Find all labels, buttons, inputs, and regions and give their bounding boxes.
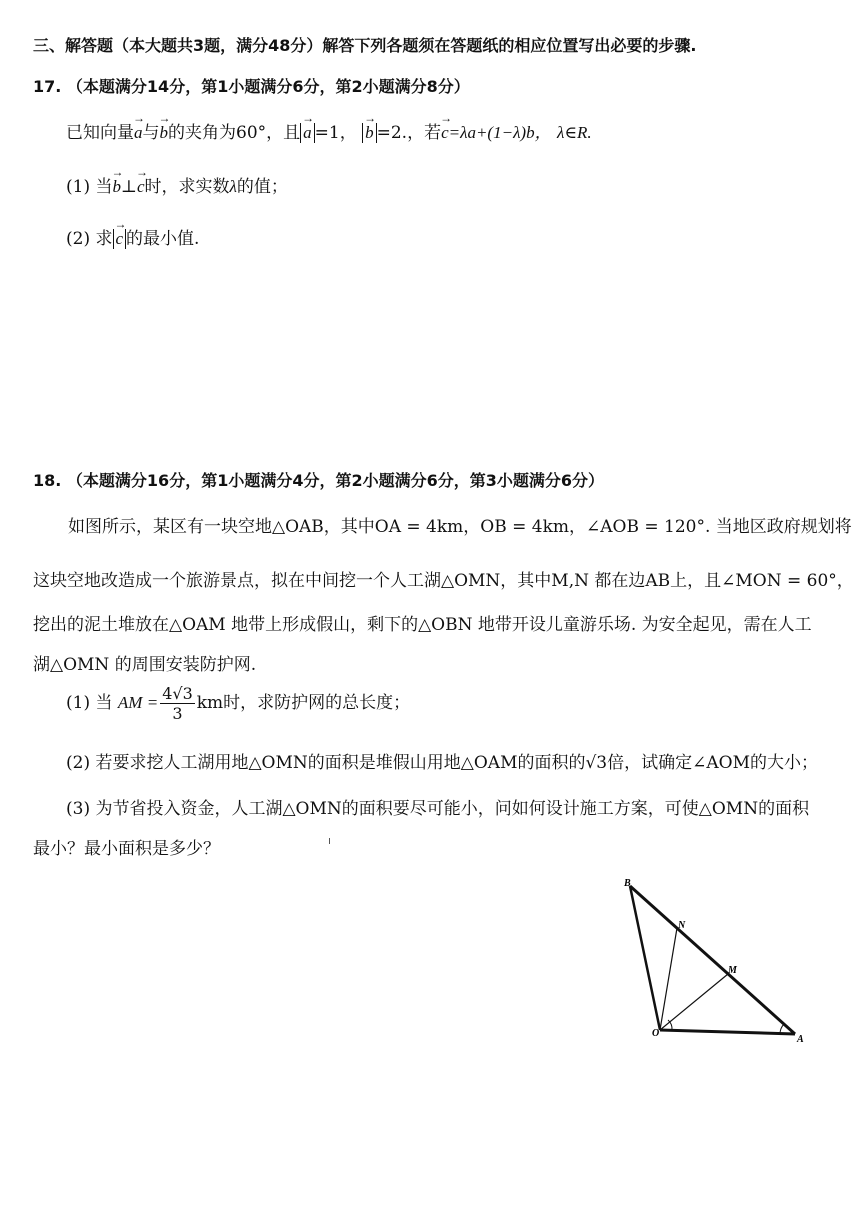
q18-number: 18. [33, 471, 62, 490]
q18-heading [33, 468, 604, 491]
q17-part1-text-3: 的值； [236, 177, 288, 197]
q18-part3-line-1: (3) 为节省投入资金，人工湖△OMN的面积要尽可能小，问如何设计施工方案，可使△OMN的面积 [66, 799, 810, 819]
q17-part1-lambda: λ [229, 177, 237, 196]
q18-paragraph-line-4: 湖△OMN 的周围安装防护网. [33, 655, 257, 675]
q18-part1-am: AM = [117, 693, 159, 712]
edge-OA [660, 1030, 795, 1034]
section-header: 三、解答题（本大题共3题，满分48分）解答下列各题须在答题纸的相应位置写出必要的步骤. [33, 36, 697, 55]
angle-O-arc [668, 1020, 672, 1030]
q17-part1-text-1: 当 [95, 177, 113, 197]
q18-paragraph-line-3: 挖出的泥土堆放在△OAM 地带上形成假山，剩下的△OBN 地带开设儿童游乐场. 为安全起见，需在人工 [33, 615, 812, 635]
label-B: B [624, 878, 631, 889]
q17-stem-text-2: 与 [142, 123, 160, 143]
segment-OM [660, 974, 728, 1030]
q17-part2-text-2: 的最小值. [126, 229, 200, 249]
part1-vector-b: → b [113, 177, 122, 197]
q17-heading [33, 74, 470, 97]
q17-part2-label: (2) [66, 229, 91, 249]
q17-stem-text-3: 的夹角为60°，且 [168, 123, 301, 143]
q18-part1-label: (1) [66, 693, 91, 713]
q18-part1-text-1: 当 [95, 693, 113, 713]
q17-part1-label: (1) [66, 177, 91, 197]
q18-paragraph-line-2: 这块空地改造成一个旅游景点，拟在中间挖一个人工湖△OMN，其中M,N 都在边AB上，且∠MON = 60°， [33, 571, 854, 591]
q17-lambda-domain: λ∈R. [557, 123, 592, 142]
fraction-denominator: 3 [172, 704, 183, 723]
q18-part3-line-2: 最小？最小面积是多少？ [33, 839, 220, 859]
q17-perp-symbol: ⊥ [121, 177, 137, 197]
label-O: O [652, 1028, 660, 1039]
q18-part1-text-2: km时，求防护网的总长度； [196, 693, 411, 713]
part2-vector-c: → c [116, 229, 124, 249]
edge-AB [630, 886, 795, 1034]
q17-part2 [66, 224, 199, 249]
vector-c: → c [441, 123, 449, 143]
segment-ON [660, 928, 677, 1030]
q18-part2: (2) 若要求挖人工湖用地△OMN的面积是堆假山用地△OAM的面积的√3倍，试确定∠AOM的大小； [66, 753, 818, 773]
q18-part1 [66, 684, 410, 723]
vector-a: → a [134, 123, 143, 143]
q17-part1-text-2: 时，求实数 [144, 177, 230, 197]
q17-stem-text-1: 已知向量 [66, 123, 134, 143]
triangle-figure [610, 870, 820, 1050]
q18-score: （本题满分16分，第1小题满分4分，第2小题满分6分，第3小题满分6分） [66, 471, 604, 490]
abs-vector-a: → a [303, 123, 312, 143]
label-M: M [728, 965, 737, 976]
part1-vector-c: → c [137, 177, 145, 197]
q17-number: 17. [33, 77, 62, 96]
q17-abs-b-value: =2.，若 [376, 123, 442, 143]
stray-mark [329, 838, 330, 844]
label-A: A [797, 1034, 804, 1045]
q17-score: （本题满分14分，第1小题满分6分，第2小题满分8分） [66, 77, 470, 96]
vector-b: → b [160, 123, 169, 143]
fraction-numerator: 4√3 [162, 684, 193, 703]
q18-paragraph-line-1: 如图所示，某区有一块空地△OAB，其中OA = 4km，OB = 4km，∠AOB = 120°. 当地区政府规划将 [68, 517, 852, 537]
label-N: N [678, 920, 686, 931]
q17-stem [66, 118, 592, 143]
fraction-4sqrt3-over-3 [160, 684, 195, 723]
q17-part2-text-1: 求 [95, 229, 113, 249]
q17-abs-a-value: =1， [314, 123, 357, 143]
q17-part1 [66, 172, 288, 197]
abs-vector-b: → b [365, 123, 374, 143]
q17-formula: =λa+(1−λ)b， [448, 123, 552, 142]
